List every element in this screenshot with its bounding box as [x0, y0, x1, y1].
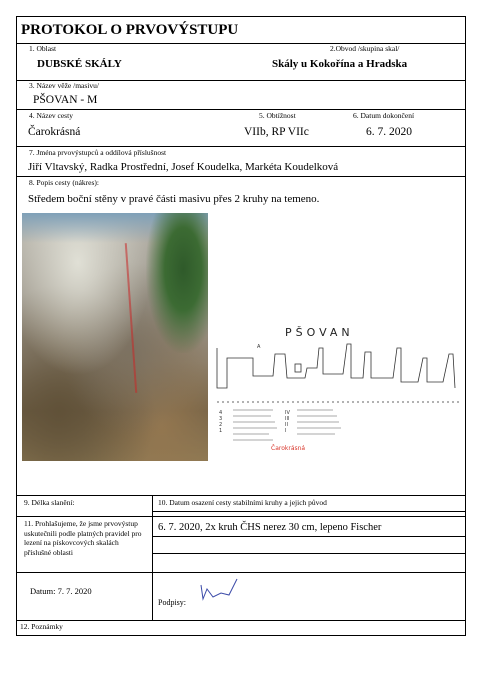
topo-mark: 1	[219, 428, 223, 434]
oblast-label: 1. Oblast	[29, 44, 57, 53]
topo-mark: A	[257, 344, 261, 350]
slaneni-label: 9. Délka slanění:	[24, 498, 75, 507]
poznamky-label: 12. Poznámky	[20, 622, 63, 631]
topo-mark: III	[285, 416, 290, 422]
datum-dokonceni-value: 6. 7. 2020	[366, 126, 412, 138]
datum-dokonceni-label: 6. Datum dokončení	[353, 111, 415, 120]
rule	[16, 620, 465, 621]
popis-label: 8. Popis cesty (nákres):	[29, 178, 99, 187]
popis-value: Středem boční stěny v pravé části masivu přes 2 kruhy na temeno.	[28, 193, 320, 205]
cesta-label: 4. Název cesty	[29, 111, 73, 120]
rule	[16, 516, 465, 517]
obvod-label: 2.Obvod /skupina skal/	[330, 44, 400, 53]
topo-title: PŠOVAN	[285, 326, 354, 339]
rule	[16, 146, 465, 147]
datum-value: 7. 7. 2020	[57, 586, 92, 596]
vez-value: PŠOVAN - M	[33, 94, 98, 106]
rule	[152, 553, 465, 554]
osazeni-label: 10. Datum osazení cesty stabilními kruhy a jejich původ	[158, 498, 327, 507]
cesta-value: Čarokrásná	[28, 126, 81, 138]
osazeni-value: 6. 7. 2020, 2x kruh ČHS nerez 30 cm, lepeno Fischer	[158, 522, 382, 533]
rule	[16, 109, 465, 110]
oblast-value: DUBSKÉ SKÁLY	[37, 58, 122, 70]
rule	[152, 536, 465, 537]
topo-sketch	[213, 318, 463, 468]
datum-label: Datum: 7. 7. 2020	[30, 586, 92, 596]
topo-mark: 2	[219, 422, 223, 428]
topo-mark: II	[285, 422, 288, 428]
rule	[16, 176, 465, 177]
rule	[152, 495, 153, 620]
vez-label: 3. Název věže /masivu/	[29, 81, 99, 90]
topo-mark: 3	[219, 416, 223, 422]
topo-mark: I	[285, 428, 287, 434]
signature	[195, 575, 243, 605]
rule	[16, 495, 465, 496]
podpisy-label: Podpisy:	[158, 598, 187, 607]
prohlaseni-label: 11. Prohlašujeme, že jsme prvovýstup uskutečnili podle platných pravidel pro lezení na pískovcových skalách příslušné oblasti	[24, 519, 142, 557]
prvovystupci-value: Jiří Vltavský, Radka Prostřední, Josef Koudelka, Markéta Koudelková	[28, 161, 339, 173]
topo-mark: 4	[219, 410, 223, 416]
topo-route-label: Čarokrásná	[271, 445, 306, 452]
route-photo	[22, 213, 208, 461]
obtiznost-value: VIIb, RP VIIc	[244, 126, 309, 138]
topo-mark: IV	[285, 410, 290, 416]
rule	[16, 572, 465, 573]
rule	[152, 511, 465, 512]
obtiznost-label: 5. Obtížnost	[259, 111, 296, 120]
prvovystupci-label: 7. Jména prvovýstupců a oddílová příslušnost	[29, 148, 167, 157]
obvod-value: Skály u Kokořína a Hradska	[272, 58, 408, 70]
form-title: PROTOKOL O PRVOVÝSTUPU	[21, 22, 239, 38]
